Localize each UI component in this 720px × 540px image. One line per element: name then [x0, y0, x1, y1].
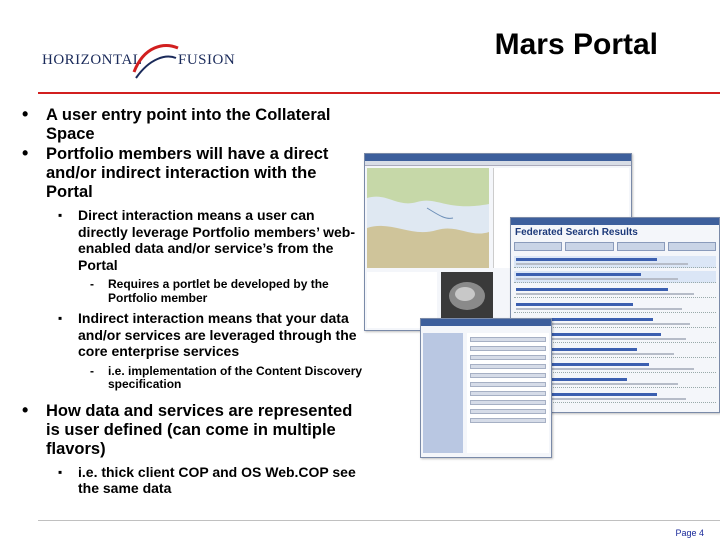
- window-titlebar: [365, 154, 631, 161]
- bullet-marker: -: [90, 363, 94, 378]
- logo-word-right: FUSION: [178, 52, 236, 68]
- bullet-item: [20, 106, 364, 144]
- toolbar-button: [514, 242, 562, 251]
- toolbar-button: [565, 242, 613, 251]
- form-field: [470, 418, 546, 423]
- window-toolbar: [365, 161, 631, 166]
- bullet-text: Requires a portlet be developed by the Portfolio member: [108, 277, 329, 305]
- result-row: [514, 301, 716, 313]
- sub-sub-bullet-item: [20, 278, 364, 305]
- toolbar-button: [617, 242, 665, 251]
- toolbar-button: [668, 242, 716, 251]
- bullet-marker: ▪: [58, 208, 63, 222]
- satellite-photo: [441, 272, 493, 318]
- bullet-text: i.e. thick client COP and OS Web.COP see the same data: [78, 463, 356, 496]
- bullet-item: [20, 145, 364, 202]
- footer-divider: [38, 520, 720, 521]
- sub-bullet-item: [20, 310, 364, 360]
- bullet-text: Portfolio members will have a direct and/or indirect interaction with the Portal: [46, 145, 329, 201]
- window-titlebar: [511, 218, 719, 225]
- bullet-text: i.e. implementation of the Content Discovery specification: [108, 363, 363, 391]
- form-sidebar: [423, 333, 463, 453]
- sub-bullet-item: [20, 464, 364, 497]
- bullet-marker: ▪: [58, 464, 63, 479]
- bullet-marker: •: [22, 104, 29, 124]
- bullet-text: Direct interaction means a user can directly leverage Portfolio members’ web-enabled data and/or service’s from the Portal: [78, 207, 355, 273]
- bullet-marker: •: [22, 399, 29, 420]
- bullet-marker: •: [22, 143, 29, 163]
- header-divider: [38, 92, 720, 94]
- form-field: [470, 373, 546, 378]
- form-field: [470, 382, 546, 387]
- map-view: [367, 168, 489, 268]
- horizontal-fusion-logo: [38, 38, 238, 82]
- bullet-item: [20, 399, 364, 459]
- form-field: [470, 337, 546, 342]
- form-field: [470, 346, 546, 351]
- form-field: [470, 364, 546, 369]
- sub-bullet-item: [20, 207, 364, 273]
- form-field: [470, 409, 546, 414]
- bullet-text: A user entry point into the Collateral Space: [46, 106, 331, 143]
- search-form: [467, 333, 549, 453]
- form-field: [470, 391, 546, 396]
- form-field: [470, 355, 546, 360]
- bullet-marker: ▪: [58, 311, 63, 325]
- map-terrain-icon: [367, 168, 489, 268]
- window-titlebar: [421, 319, 551, 326]
- result-row: [514, 256, 716, 268]
- search-results-heading: Federated Search Results: [515, 227, 638, 238]
- bullet-list: [20, 106, 364, 499]
- result-row: [514, 286, 716, 298]
- form-field: [470, 400, 546, 405]
- satellite-image-icon: [441, 272, 493, 318]
- bullet-text: Indirect interaction means that your data and/or services are leveraged through the core enterprise services: [78, 310, 357, 359]
- sub-sub-bullet-item: [20, 365, 364, 392]
- slide-title: Mars Portal: [494, 28, 658, 61]
- logo-word-left: HORIZONTAL: [42, 52, 143, 68]
- logo-swoosh-icon: [130, 38, 182, 82]
- search-form-screenshot: [420, 318, 552, 458]
- result-row: [514, 271, 716, 283]
- search-toolbar: [511, 240, 719, 253]
- bullet-text: How data and services are represented is user defined (can come in multiple flavors): [46, 401, 353, 458]
- bullet-marker: -: [90, 277, 94, 291]
- page-number: Page 4: [675, 528, 704, 538]
